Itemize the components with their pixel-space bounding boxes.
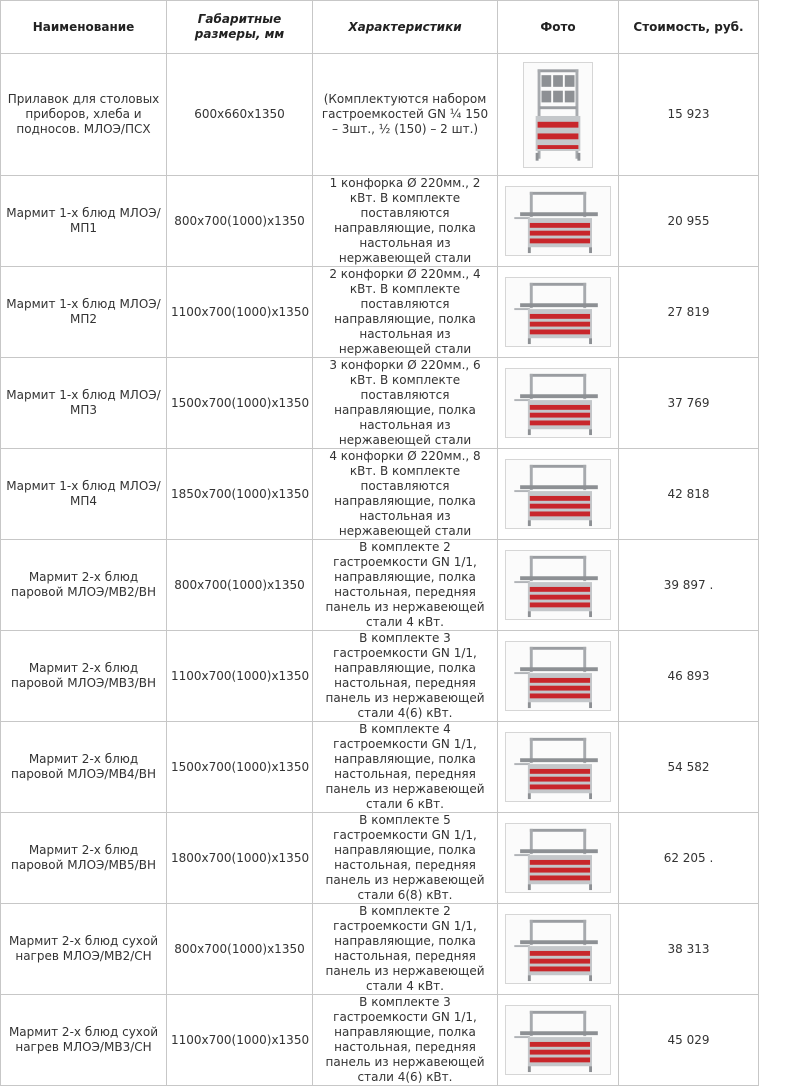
product-photo — [505, 823, 611, 893]
cell-photo — [498, 54, 619, 176]
cell-photo — [498, 722, 619, 813]
header-price: Стоимость, руб. — [619, 1, 759, 54]
marmit-product-photo-icon — [506, 915, 610, 983]
cell-name: Мармит 2-х блюд паровой МЛОЭ/МВ2/ВН — [1, 540, 167, 631]
cell-name: Мармит 2-х блюд сухой нагрев МЛОЭ/МВ3/СН — [1, 995, 167, 1086]
cell-size: 1100x700(1000)x1350 — [167, 631, 313, 722]
marmit-product-photo-icon — [506, 551, 610, 619]
cell-name: Мармит 1-х блюд МЛОЭ/МП2 — [1, 267, 167, 358]
cell-photo — [498, 995, 619, 1086]
table-row — [1, 176, 759, 267]
marmit-product-photo-icon — [506, 187, 610, 255]
cell-size: 800x700(1000)x1350 — [167, 904, 313, 995]
cell-size: 800x700(1000)x1350 — [167, 176, 313, 267]
cell-price: 27 819 — [619, 267, 759, 358]
product-photo — [505, 277, 611, 347]
cell-price: 38 313 — [619, 904, 759, 995]
cell-name: Мармит 2-х блюд паровой МЛОЭ/МВ3/ВН — [1, 631, 167, 722]
cell-specs: В комплекте 4 гастроемкости GN 1/1, направляющие, полка настольная, передняя панель из нержавеющей стали 6 кВт. — [313, 722, 498, 813]
cell-price: 37 769 — [619, 358, 759, 449]
cell-specs: 4 конфорки Ø 220мм., 8 кВт. В комплекте поставляются направляющие, полка настольная из нержавеющей стали — [313, 449, 498, 540]
product-photo — [505, 1005, 611, 1075]
cell-size: 1100x700(1000)x1350 — [167, 267, 313, 358]
cell-specs: В комплекте 2 гастроемкости GN 1/1, направляющие, полка настольная, передняя панель из нержавеющей стали 4 кВт. — [313, 540, 498, 631]
cell-photo — [498, 176, 619, 267]
product-photo — [505, 641, 611, 711]
cell-price: 20 955 — [619, 176, 759, 267]
cell-photo — [498, 813, 619, 904]
cell-photo — [498, 540, 619, 631]
product-photo — [505, 550, 611, 620]
marmit-product-photo-icon — [506, 733, 610, 801]
marmit-product-photo-icon — [506, 824, 610, 892]
cell-size: 1800x700(1000)x1350 — [167, 813, 313, 904]
marmit-product-photo-icon — [506, 460, 610, 528]
cell-price: 39 897 . — [619, 540, 759, 631]
marmit-product-photo-icon — [506, 369, 610, 437]
cell-photo — [498, 267, 619, 358]
header-size: Габаритные размеры, мм — [167, 1, 313, 54]
cell-name: Мармит 1-х блюд МЛОЭ/МП4 — [1, 449, 167, 540]
cell-specs: 3 конфорки Ø 220мм., 6 кВт. В комплекте поставляются направляющие, полка настольная из нержавеющей стали — [313, 358, 498, 449]
cell-specs: В комплекте 3 гастроемкости GN 1/1, направляющие, полка настольная, передняя панель из нержавеющей стали 4(6) кВт. — [313, 995, 498, 1086]
cell-specs: В комплекте 2 гастроемкости GN 1/1, направляющие, полка настольная, передняя панель из нержавеющей стали 4 кВт. — [313, 904, 498, 995]
table-row — [1, 995, 759, 1086]
cell-specs: 2 конфорки Ø 220мм., 4 кВт. В комплекте поставляются направляющие, полка настольная из нержавеющей стали — [313, 267, 498, 358]
cell-name: Мармит 1-х блюд МЛОЭ/МП3 — [1, 358, 167, 449]
cell-size: 1500x700(1000)x1350 — [167, 722, 313, 813]
table-row — [1, 54, 759, 176]
cell-price: 45 029 — [619, 995, 759, 1086]
table-row — [1, 540, 759, 631]
cell-photo — [498, 904, 619, 995]
cell-size: 1100x700(1000)x1350 — [167, 995, 313, 1086]
marmit-product-photo-icon — [506, 642, 610, 710]
product-photo — [505, 186, 611, 256]
product-photo — [505, 732, 611, 802]
header-name: Наименование — [1, 1, 167, 54]
cell-size: 1850x700(1000)x1350 — [167, 449, 313, 540]
cell-photo — [498, 449, 619, 540]
table-row — [1, 631, 759, 722]
cell-specs: 1 конфорка Ø 220мм., 2 кВт. В комплекте поставляются направляющие, полка настольная из нержавеющей стали — [313, 176, 498, 267]
cell-photo — [498, 631, 619, 722]
header-photo: Фото — [498, 1, 619, 54]
cell-price: 46 893 — [619, 631, 759, 722]
table-header-row — [1, 1, 759, 54]
table-row — [1, 267, 759, 358]
product-photo — [505, 459, 611, 529]
cell-name: Мармит 2-х блюд паровой МЛОЭ/МВ5/ВН — [1, 813, 167, 904]
cell-price: 62 205 . — [619, 813, 759, 904]
cell-name: Мармит 2-х блюд паровой МЛОЭ/МВ4/ВН — [1, 722, 167, 813]
cell-specs: (Комплектуются набором гастроемкостей GN ¼ 150 – 3шт., ½ (150) – 2 шт.) — [313, 54, 498, 176]
product-photo — [523, 62, 593, 168]
cell-price: 42 818 — [619, 449, 759, 540]
table-row — [1, 722, 759, 813]
cell-name: Мармит 1-х блюд МЛОЭ/МП1 — [1, 176, 167, 267]
cutlery-counter-photo-icon — [524, 63, 592, 167]
table-row — [1, 358, 759, 449]
table-row — [1, 904, 759, 995]
cell-name: Прилавок для столовых приборов, хлеба и подносов. МЛОЭ/ПСХ — [1, 54, 167, 176]
cell-name: Мармит 2-х блюд сухой нагрев МЛОЭ/МВ2/СН — [1, 904, 167, 995]
cell-specs: В комплекте 3 гастроемкости GN 1/1, направляющие, полка настольная, передняя панель из нержавеющей стали 4(6) кВт. — [313, 631, 498, 722]
cell-size: 800x700(1000)x1350 — [167, 540, 313, 631]
cell-price: 15 923 — [619, 54, 759, 176]
cell-specs: В комплекте 5 гастроемкости GN 1/1, направляющие, полка настольная, передняя панель из нержавеющей стали 6(8) кВт. — [313, 813, 498, 904]
table-row — [1, 449, 759, 540]
product-photo — [505, 914, 611, 984]
marmit-product-photo-icon — [506, 1006, 610, 1074]
cell-photo — [498, 358, 619, 449]
cell-size: 600x660x1350 — [167, 54, 313, 176]
product-photo — [505, 368, 611, 438]
table-row — [1, 813, 759, 904]
cell-price: 54 582 — [619, 722, 759, 813]
header-specs: Характеристики — [313, 1, 498, 54]
marmit-product-photo-icon — [506, 278, 610, 346]
cell-size: 1500x700(1000)x1350 — [167, 358, 313, 449]
